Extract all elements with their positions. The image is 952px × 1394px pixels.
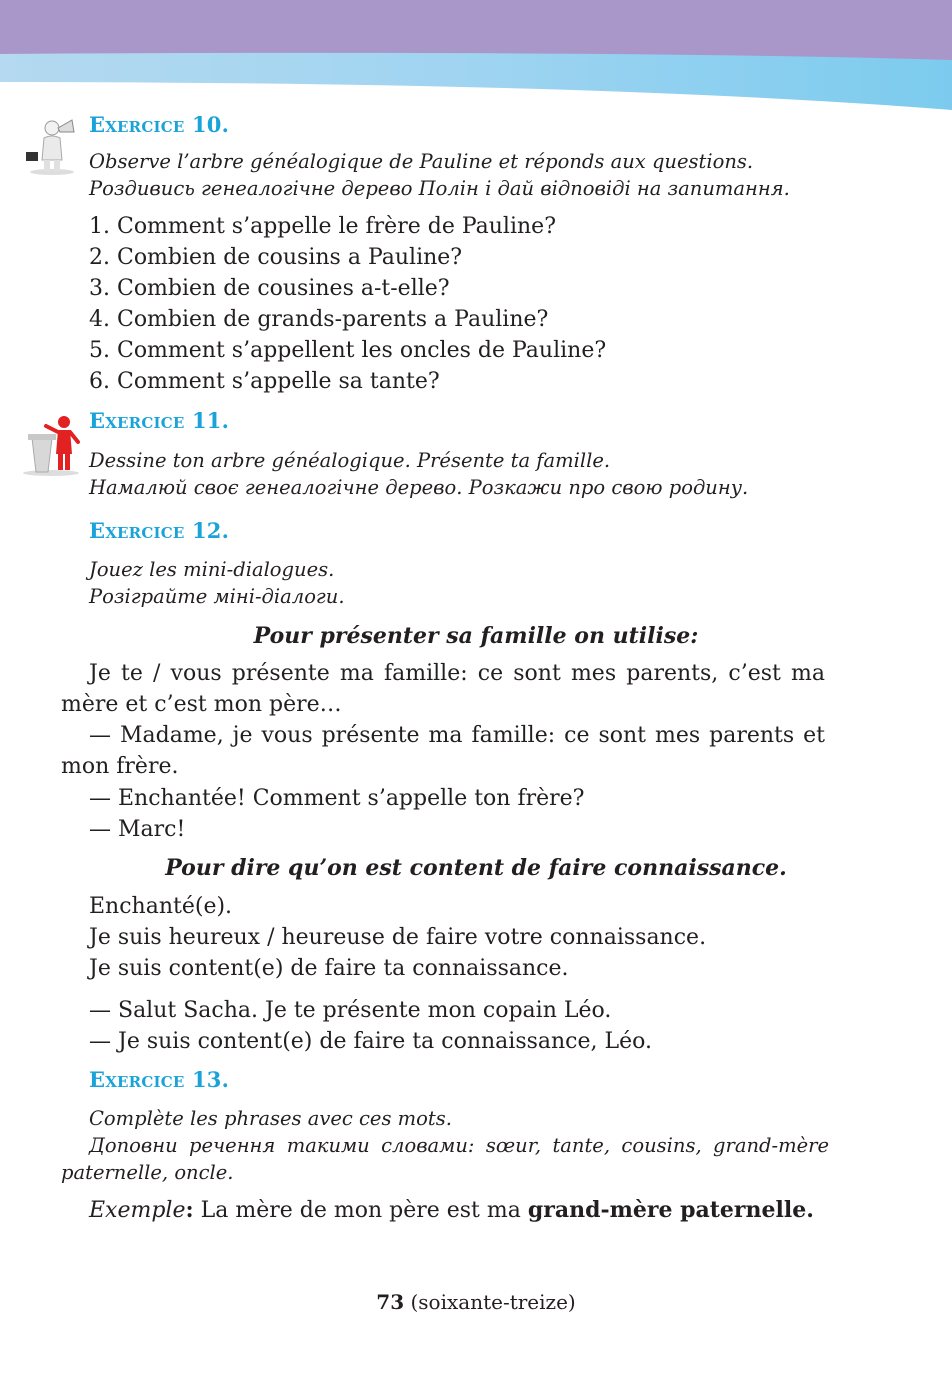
dialogue-line: — Salut Sacha. Je te présente mon copain Léo. bbox=[89, 998, 612, 1023]
exercise-11-instruction-uk: Намалюй своє генеалогічне дерево. Розкажи про свою родину. bbox=[89, 476, 749, 499]
dialogue-line: — Enchantée! Comment s’appelle ton frère? bbox=[89, 786, 585, 811]
example-label: Exemple bbox=[89, 1198, 186, 1223]
question-item: 2. Combien de cousins a Pauline? bbox=[89, 245, 463, 270]
example-answer: grand-mère paternelle. bbox=[527, 1197, 814, 1223]
dialogue-line: — Madame, je vous présente ma famille: ce sont mes parents et mon frère. bbox=[61, 723, 825, 779]
exercise-11-instruction-fr: Dessine ton arbre généalogique. Présente ta famille. bbox=[89, 449, 611, 472]
question-item: 5. Comment s’appellent les oncles de Pauline? bbox=[89, 338, 607, 363]
exercise-12-instruction-fr: Jouez les mini-dialogues. bbox=[89, 558, 335, 581]
exercise-10-instruction-uk: Роздивись генеалогічне дерево Полін і дай відповіді на запитання. bbox=[89, 177, 790, 200]
exercise-12-title: Exercice 12. bbox=[89, 518, 230, 543]
page-number-words: (soixante-treize) bbox=[404, 1290, 576, 1314]
page-footer bbox=[0, 1290, 952, 1314]
exercise-10-instruction-fr: Observe l’arbre généalogique de Pauline et réponds aux questions. bbox=[89, 150, 754, 173]
speaker-at-podium-icon bbox=[18, 410, 84, 476]
question-item: 4. Combien de grands-parents a Pauline? bbox=[89, 307, 549, 332]
section-heading-present-family: Pour présenter sa famille on utilise: bbox=[253, 623, 699, 649]
top-banner bbox=[0, 0, 952, 110]
question-item: 1. Comment s’appelle le frère de Pauline? bbox=[89, 214, 556, 239]
exercise-10-questions bbox=[89, 211, 606, 397]
example-line bbox=[89, 1195, 814, 1226]
phrase-line: Je suis heureux / heureuse de faire votre connaissance. bbox=[89, 925, 707, 950]
exercise-13-title: Exercice 13. bbox=[89, 1067, 230, 1092]
example-colon: : bbox=[185, 1197, 194, 1223]
section-heading-pleased-to-meet: Pour dire qu’on est content de faire connaissance. bbox=[165, 855, 787, 881]
dialogue-line: — Je suis content(e) de faire ta connaissance, Léo. bbox=[89, 1029, 652, 1054]
question-item: 6. Comment s’appelle sa tante? bbox=[89, 369, 440, 394]
exercise-13-instruction-uk: Доповни речення такими словами: sœur, tante, cousins, grand-mère paternelle, oncle. bbox=[61, 1134, 829, 1184]
exercise-11-title: Exercice 11. bbox=[89, 408, 230, 433]
page-number: 73 bbox=[376, 1290, 405, 1314]
exercise-10-title: Exercice 10. bbox=[89, 112, 230, 137]
phrase-line: Enchanté(e). bbox=[89, 894, 233, 919]
question-item: 3. Combien de cousines a-t-elle? bbox=[89, 276, 450, 301]
exercise-12-instruction-uk: Розіграйте міні-діалоги. bbox=[89, 585, 345, 608]
exercise-13-instruction-fr: Complète les phrases avec ces mots. bbox=[89, 1107, 452, 1130]
example-text: La mère de mon père est ma bbox=[193, 1198, 528, 1223]
phrase-line: Je suis content(e) de faire ta connaissance. bbox=[89, 956, 569, 981]
megaphone-person-icon bbox=[22, 110, 82, 176]
paragraph-present-family: Je te / vous présente ma famille: ce sont mes parents, c’est ma mère et c’est mon père… bbox=[61, 661, 825, 717]
dialogue-line: — Marc! bbox=[89, 817, 186, 842]
